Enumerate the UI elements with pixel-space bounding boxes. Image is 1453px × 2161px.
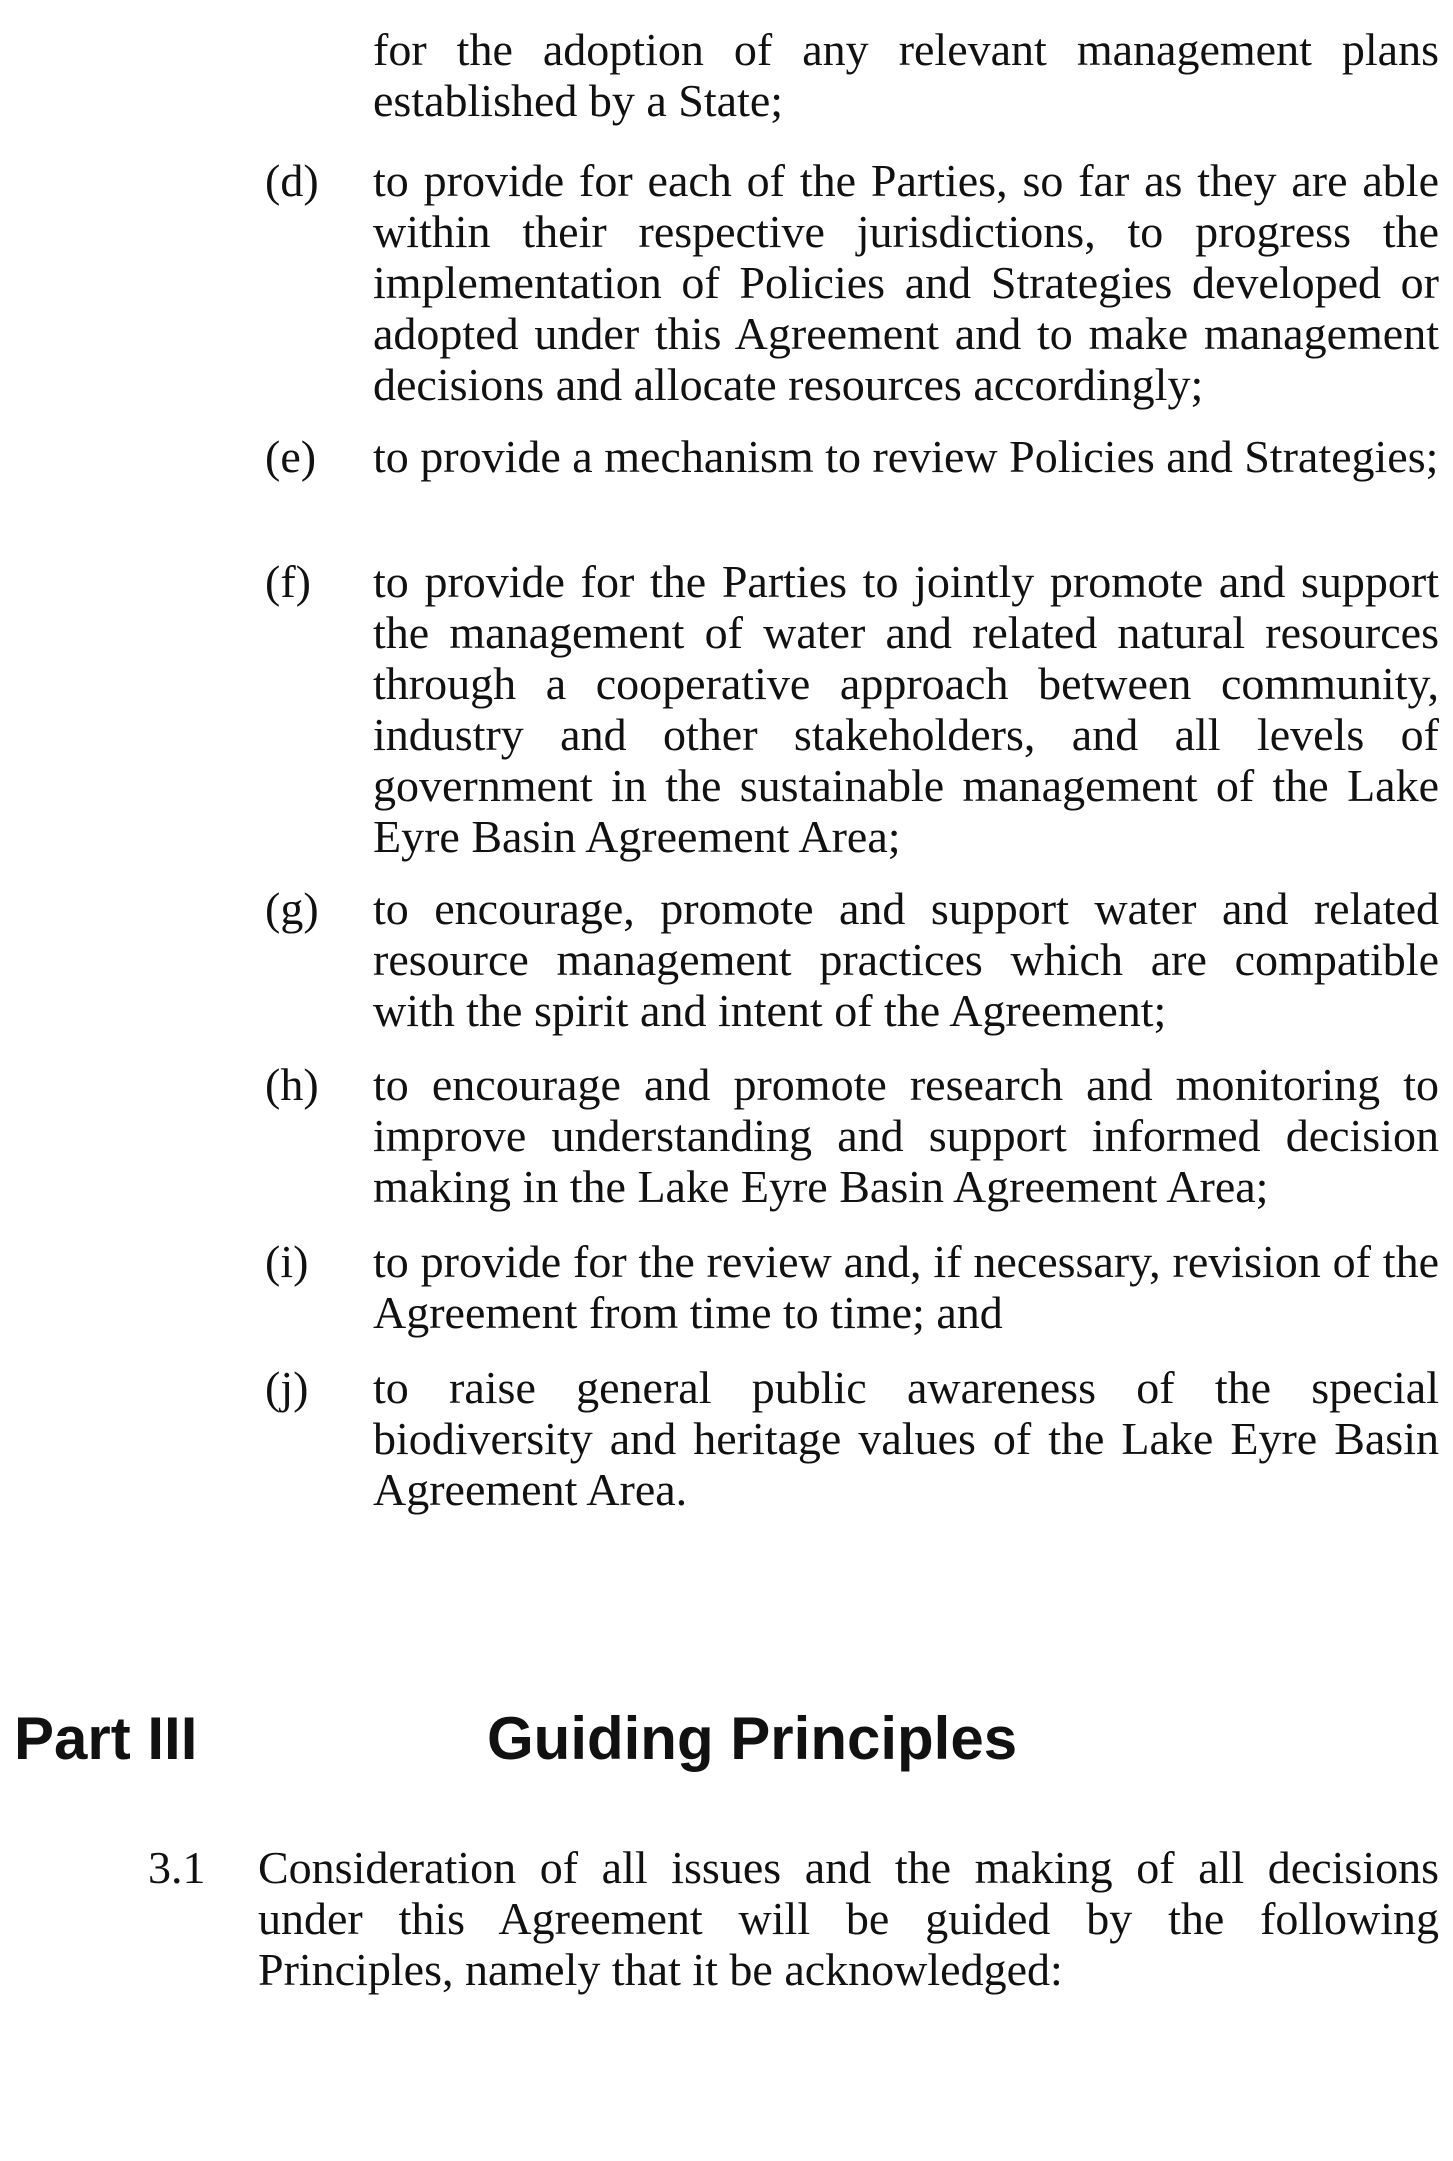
list-item-label: (f) — [265, 556, 311, 607]
list-item-label: (g) — [265, 883, 319, 934]
list-item-text: to encourage, promote and support water and related resource management practices which are compatible with the spirit and intent of the Agreement; — [373, 883, 1439, 1036]
list-item-text: to provide for the Parties to jointly promote and support the management of water and related natural resources through a cooperative approach between community, industry and other stakeholders, and all levels of government in the sustainable management of the Lake Eyre Basin Agreement Area; — [373, 556, 1439, 862]
list-item-text: to encourage and promote research and monitoring to improve understanding and support informed decision making in the Lake Eyre Basin Agreement Area; — [373, 1059, 1439, 1212]
clause-number: 3.1 — [148, 1842, 206, 1893]
list-item-label: (i) — [265, 1236, 309, 1287]
list-item-text: to provide a mechanism to review Policies and Strategies; — [373, 431, 1439, 482]
list-item-text: to raise general public awareness of the special biodiversity and heritage values of the Lake Eyre Basin Agreement Area. — [373, 1362, 1439, 1515]
list-item-text: to provide for each of the Parties, so far as they are able within their respective jurisdictions, to progress the implementation of Policies and Strategies developed or adopted under this Agreement and to make management decisions and allocate resources accordingly; — [373, 155, 1439, 410]
list-item-label: (e) — [265, 431, 317, 482]
list-item-label: (d) — [265, 155, 319, 206]
continuation-paragraph: for the adoption of any relevant management plans established by a State; — [373, 24, 1439, 126]
list-item-label: (h) — [265, 1059, 319, 1110]
clause-text: Consideration of all issues and the making of all decisions under this Agreement will be guided by the following Principles, namely that it be acknowledged: — [258, 1842, 1439, 1995]
part-label: Part III — [14, 1705, 198, 1772]
list-item-text: to provide for the review and, if necessary, revision of the Agreement from time to time; and — [373, 1236, 1439, 1338]
part-title: Guiding Principles — [487, 1705, 1018, 1772]
list-item-label: (j) — [265, 1362, 309, 1413]
